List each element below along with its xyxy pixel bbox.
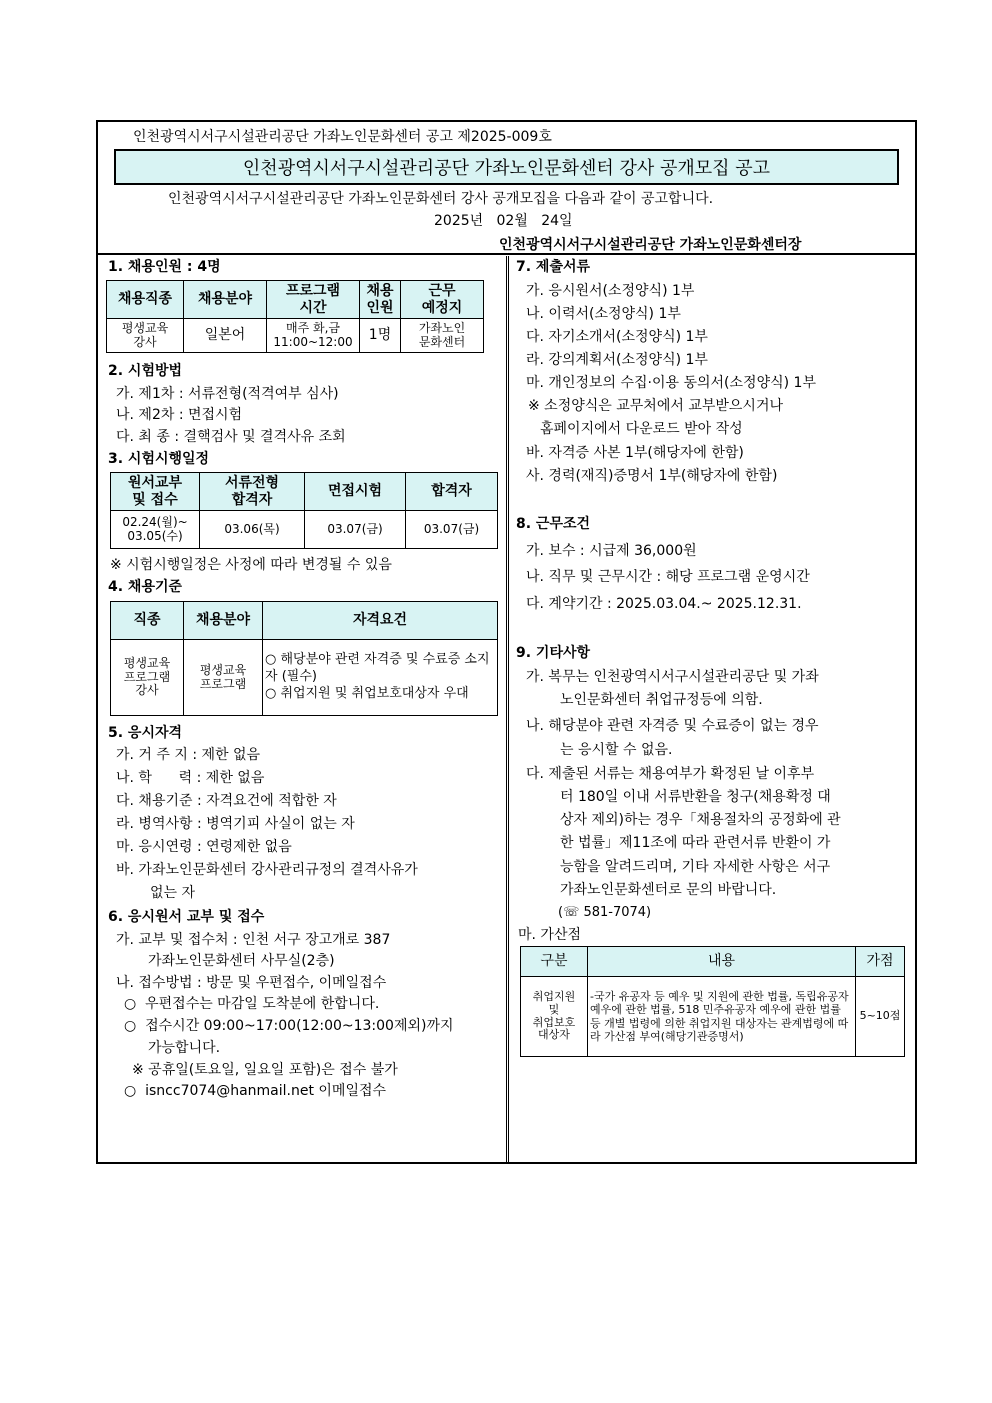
th-points: 가점 — [856, 947, 905, 977]
section-2-heading: 2. 시험방법 — [108, 363, 183, 379]
s9-item: 는 응시할 수 없음. — [560, 742, 673, 758]
td-qualification — [263, 640, 498, 716]
schedule-note: ※ 시험시행일정은 사정에 따라 변경될 수 있음 — [110, 557, 392, 573]
td-category: 취업지원 및 취업보호 대상자 — [521, 977, 588, 1057]
th-job: 채용직종 — [107, 281, 184, 319]
s5-item: 다. 채용기준 : 자격요건에 적합한 자 — [116, 793, 337, 809]
s6-item: 가능합니다. — [148, 1040, 221, 1056]
td-program-time: 매주 화,금 11:00~12:00 — [267, 319, 360, 353]
section-3-heading: 3. 시험시행일정 — [108, 451, 210, 467]
td-final-pass: 03.07(금) — [406, 511, 498, 549]
s6-item: ○ 우편접수는 마감일 도착분에 한합니다. — [124, 996, 380, 1012]
s7-item: ※ 소정양식은 교무처에서 교부받으시거나 — [528, 398, 783, 414]
s9-item: 한 법률」제11조에 따라 관련서류 반환이 가 — [560, 835, 831, 851]
td-job: 평생교육 강사 — [107, 319, 184, 353]
th-program-time: 프로그램 시간 — [267, 281, 360, 319]
section-8-heading: 8. 근무조건 — [516, 516, 591, 532]
th-application: 원서교부 및 접수 — [111, 473, 200, 511]
s7-item: 가. 응시원서(소정양식) 1부 — [526, 283, 695, 299]
s5-item: 나. 학 력 : 제한 없음 — [116, 770, 265, 786]
s7-item: 사. 경력(재직)증명서 1부(해당자에 한함) — [526, 468, 778, 484]
qualification-2: ○ 취업지원 및 취업보호대상자 우대 — [265, 685, 469, 701]
s9-item: 나. 해당분야 관련 자격증 및 수료증이 없는 경우 — [526, 718, 819, 734]
s2-item: 다. 최 종 : 결핵검사 및 결격사유 조회 — [116, 429, 346, 445]
section-9-heading: 9. 기타사항 — [516, 645, 591, 661]
s6-item: ○ 접수시간 09:00~17:00(12:00~13:00제외)까지 — [124, 1018, 454, 1034]
s9-item: 노인문화센터 취업규정등에 의함. — [560, 692, 763, 708]
s7-item: 라. 강의계획서(소정양식) 1부 — [526, 352, 708, 368]
criteria-table — [110, 601, 498, 716]
section-6-heading: 6. 응시원서 교부 및 접수 — [108, 909, 265, 925]
section-1-heading: 1. 채용인원 : 4명 — [108, 259, 221, 275]
s9-item: 다. 제출된 서류는 채용여부가 확정된 날 이후부 — [526, 766, 815, 782]
td-headcount: 1명 — [360, 319, 401, 353]
th-field: 채용분야 — [184, 281, 267, 319]
th-document-pass: 서류전형 합격자 — [200, 473, 305, 511]
th-qualification: 자격요건 — [263, 602, 498, 640]
s9-item: 터 180일 이내 서류반환을 청구(채용확정 대 — [560, 789, 831, 805]
s7-item: 바. 자격증 사본 1부(해당자에 한함) — [526, 445, 744, 461]
page-title: 인천광역시서구시설관리공단 가좌노인문화센터 강사 공개모집 공고 — [114, 149, 899, 185]
s5-item: 가. 거 주 지 : 제한 없음 — [116, 747, 261, 763]
issuer: 인천광역시서구시설관리공단 가좌노인문화센터장 — [499, 237, 802, 253]
s7-item: 홈페이지에서 다운로드 받아 작성 — [540, 421, 743, 437]
s9-item: 상자 제외)하는 경우「채용절차의 공정화에 관 — [560, 812, 841, 828]
bonus-table — [520, 946, 905, 1057]
td-job-type: 평생교육 프로그램 강사 — [111, 640, 184, 716]
s8-item: 나. 직무 및 근무시간 : 해당 프로그램 운영시간 — [526, 569, 810, 585]
s6-item: 나. 접수방법 : 방문 및 우편접수, 이메일접수 — [116, 975, 387, 991]
notice-date: 2025년 02월 24일 — [434, 213, 573, 229]
th-interview: 면접시험 — [305, 473, 406, 511]
s9-item: 가. 복무는 인천광역시서구시설관리공단 및 가좌 — [526, 669, 819, 685]
td-document-pass: 03.06(목) — [200, 511, 305, 549]
section-5-heading: 5. 응시자격 — [108, 725, 183, 741]
th-workplace: 근무 예정지 — [401, 281, 484, 319]
th-job-type: 직종 — [111, 602, 184, 640]
s8-item: 다. 계약기간 : 2025.03.04.~ 2025.12.31. — [526, 596, 802, 612]
td-field2: 평생교육 프로그램 — [184, 640, 263, 716]
phone-number: (☏ 581-7074) — [558, 905, 652, 920]
td-points: 5~10점 — [856, 977, 905, 1057]
intro-text: 인천광역시서구시설관리공단 가좌노인문화센터 강사 공개모집을 다음과 같이 공고합니다. — [168, 191, 714, 207]
s7-item: 나. 이력서(소정양식) 1부 — [526, 306, 681, 322]
s2-item: 가. 제1차 : 서류전형(적격여부 심사) — [116, 386, 339, 402]
th-content: 내용 — [588, 947, 856, 977]
td-interview: 03.07(금) — [305, 511, 406, 549]
th-field2: 채용분야 — [184, 602, 263, 640]
s5-item: 바. 가좌노인문화센터 강사관리규정의 결격사유가 — [116, 862, 418, 878]
td-field: 일본어 — [184, 319, 267, 353]
header-divider — [98, 253, 915, 255]
s6-email: ○ isncc7074@hanmail.net 이메일접수 — [124, 1083, 387, 1099]
s5-item: 마. 응시연령 : 연령제한 없음 — [116, 839, 292, 855]
bonus-heading: 마. 가산점 — [518, 927, 581, 943]
notice-number: 인천광역시서구시설관리공단 가좌노인문화센터 공고 제2025-009호 — [133, 129, 552, 145]
th-final-pass: 합격자 — [406, 473, 498, 511]
th-headcount: 채용 인원 — [360, 281, 401, 319]
s6-item: 가. 교부 및 접수처 : 인천 서구 장고개로 387 — [116, 932, 391, 948]
td-content: -국가 유공자 등 예우 및 지원에 관한 법률, 독립유공자 예우에 관한 법률, 518 민주유공자 예우에 관한 법률 등 개별 법령에 의한 취업지원 대상자는 관계법령에 따라 가산점 부여(해당기관증명서) — [588, 977, 856, 1057]
notice-frame — [96, 120, 917, 1164]
s6-item: ※ 공휴일(토요일, 일요일 포함)은 접수 불가 — [132, 1062, 398, 1078]
recruit-table — [106, 280, 484, 353]
s5-item: 라. 병역사항 : 병역기피 사실이 없는 자 — [116, 816, 355, 832]
column-divider — [506, 256, 509, 1164]
qualification-1: ○ 해당분야 관련 자격증 및 수료증 소지자 (필수) — [265, 652, 490, 685]
s7-item: 다. 자기소개서(소정양식) 1부 — [526, 329, 708, 345]
s6-item: 가좌노인문화센터 사무실(2층) — [148, 953, 335, 969]
s9-item: 능함을 알려드리며, 기타 자세한 사항은 서구 — [560, 859, 831, 875]
th-category: 구분 — [521, 947, 588, 977]
s7-item: 마. 개인정보의 수집·이용 동의서(소정양식) 1부 — [526, 375, 816, 391]
s5-item: 없는 자 — [150, 885, 196, 901]
s8-item: 가. 보수 : 시급제 36,000원 — [526, 543, 697, 559]
schedule-table — [110, 472, 498, 549]
s2-item: 나. 제2차 : 면접시험 — [116, 407, 243, 423]
s9-item: 가좌노인문화센터로 문의 바랍니다. — [560, 882, 777, 898]
td-application: 02.24(월)~ 03.05(수) — [111, 511, 200, 549]
td-workplace: 가좌노인 문화센터 — [401, 319, 484, 353]
section-7-heading: 7. 제출서류 — [516, 259, 591, 275]
section-4-heading: 4. 채용기준 — [108, 579, 183, 595]
